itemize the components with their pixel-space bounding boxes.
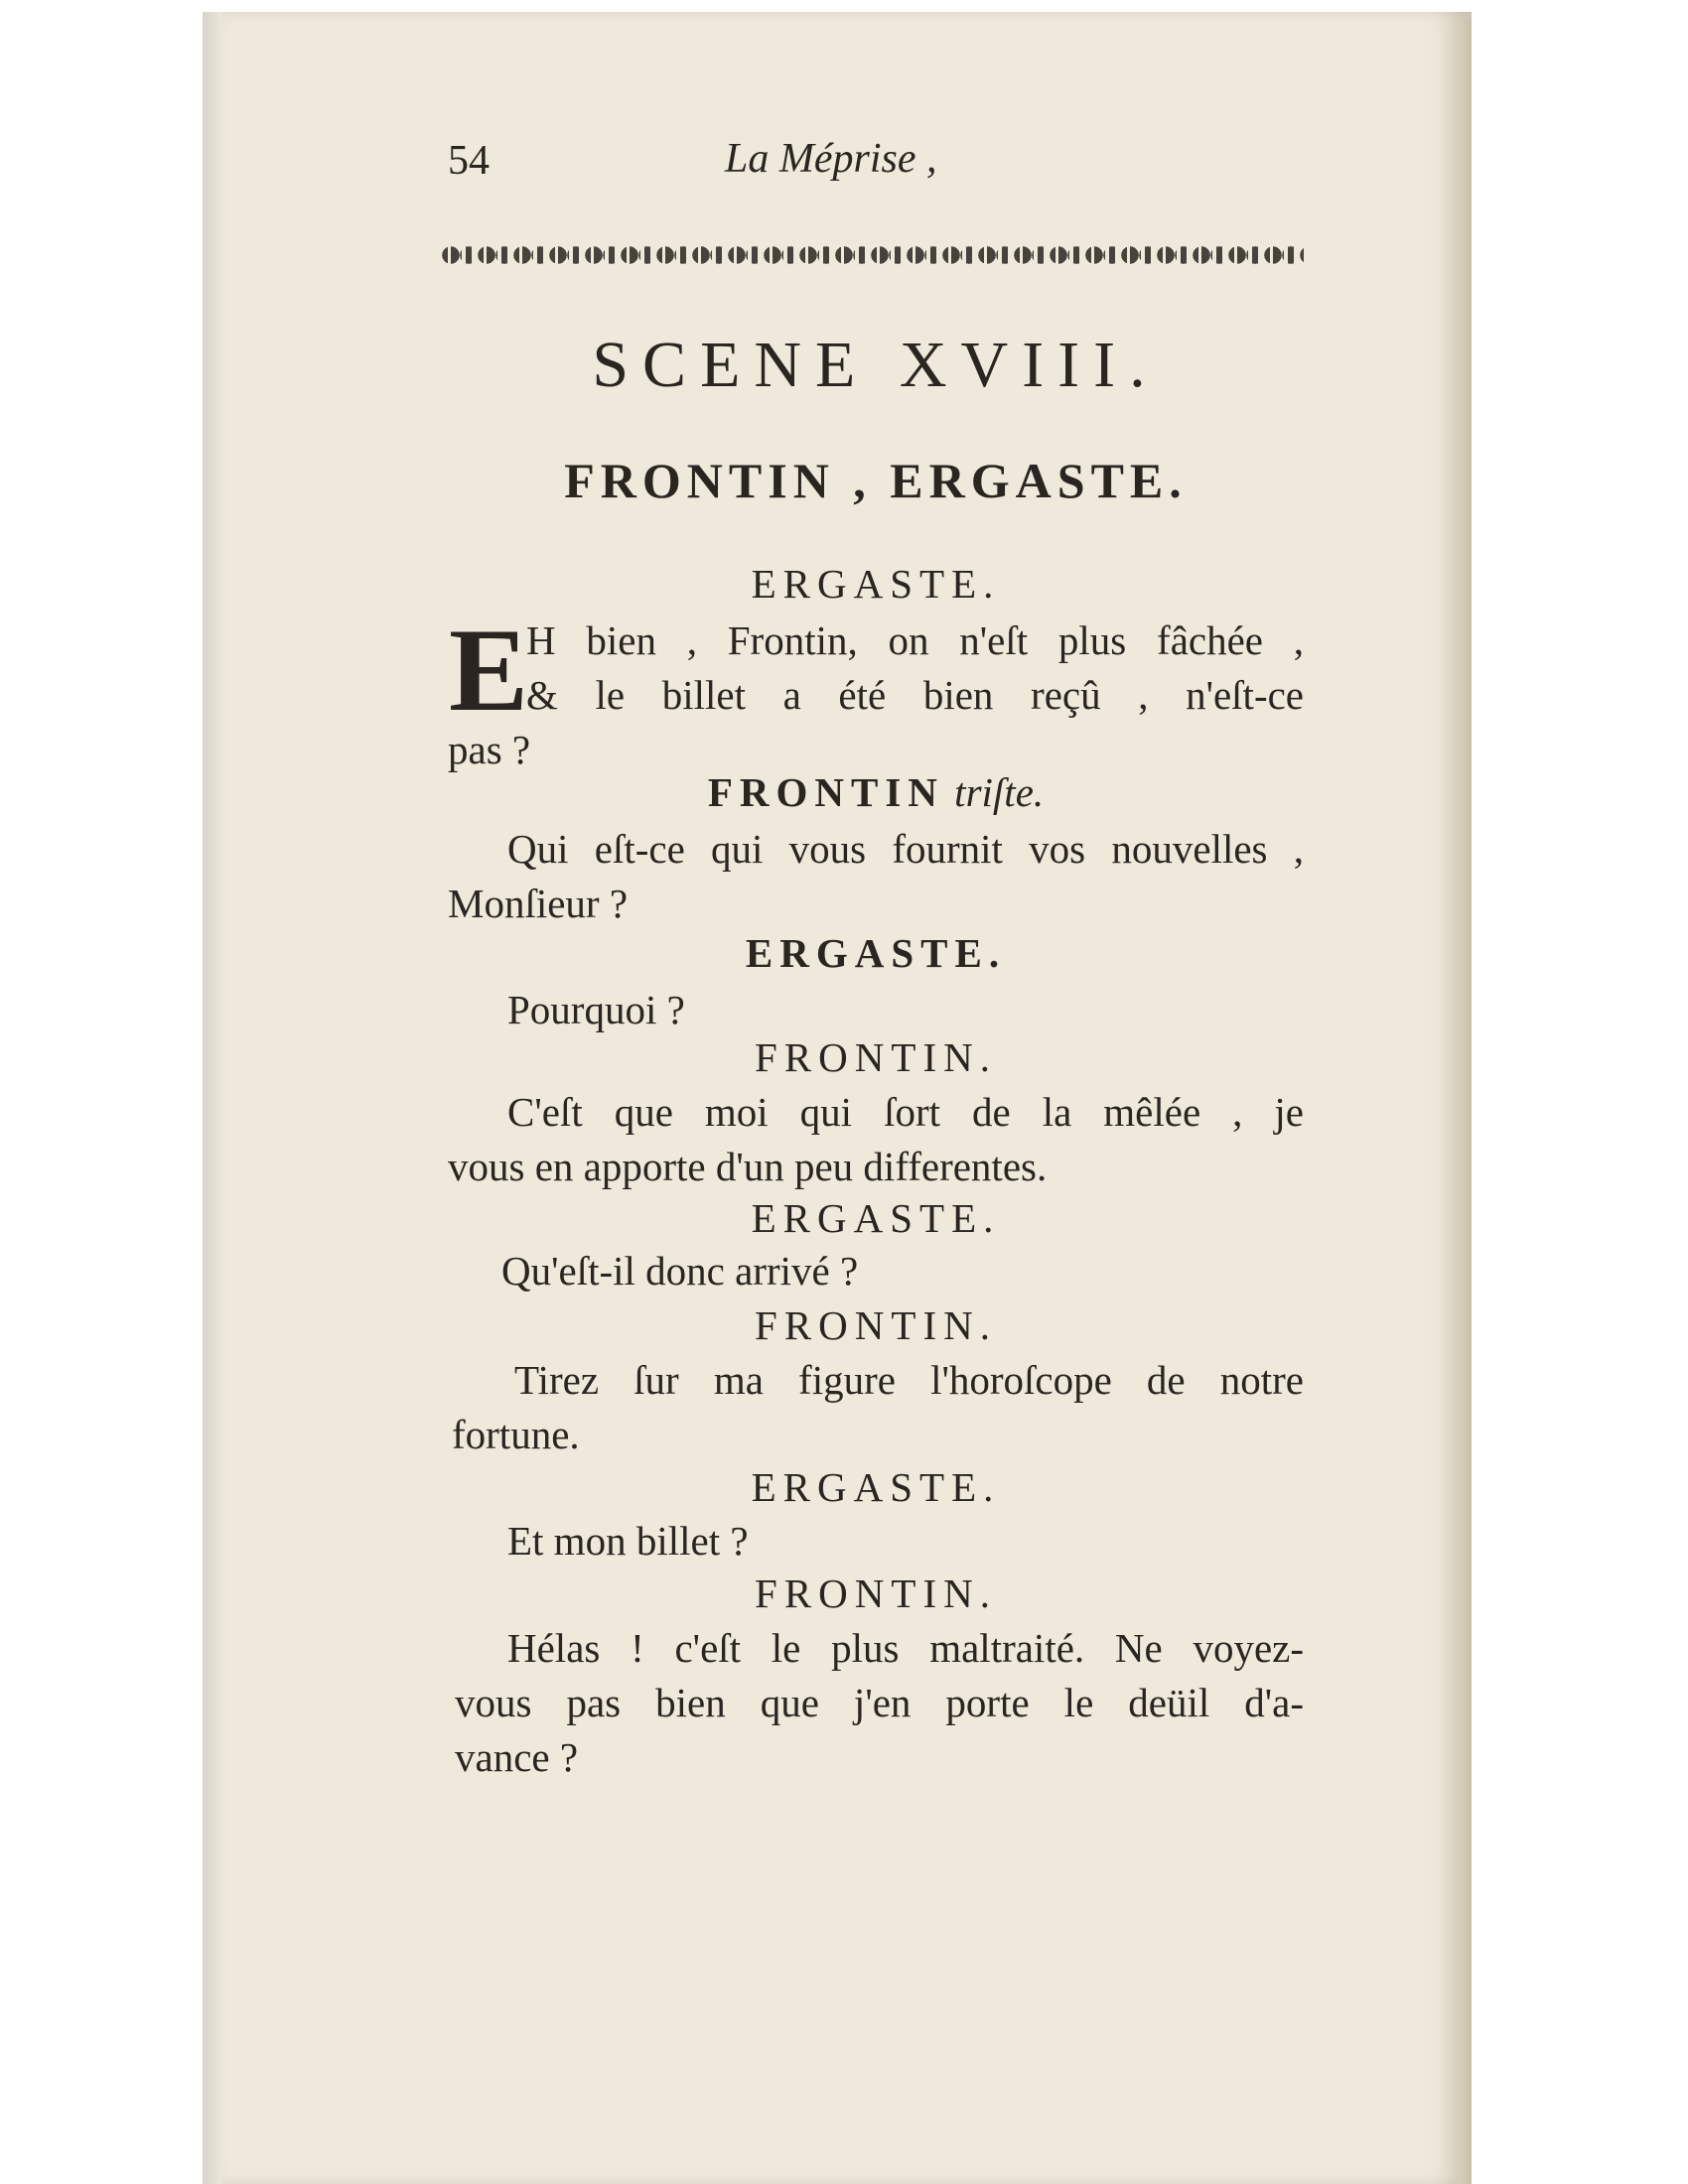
- scene-title: SCENE XVIII.: [592, 329, 1160, 401]
- dialogue-line: Qui eſt-ce qui vous fournit vos nouvelles ,: [507, 826, 1304, 872]
- speaker-label: ERGASTE.: [751, 1195, 1001, 1241]
- dialogue-line: fortune.: [452, 1412, 580, 1457]
- stage-direction: triſte.: [954, 769, 1045, 815]
- dialogue-line: vous pas bien que j'en porte le deüil d'a-: [455, 1680, 1304, 1725]
- scene-characters: FRONTIN , ERGASTE.: [564, 453, 1188, 508]
- dialogue-line: vance ?: [455, 1734, 579, 1780]
- dialogue-line: Monſieur ?: [448, 881, 629, 926]
- page-edge: [1458, 20, 1472, 2184]
- dialogue-line: Et mon billet ?: [507, 1518, 749, 1564]
- speaker-label: FRONTIN: [707, 769, 944, 815]
- speaker-label: FRONTIN.: [755, 1302, 997, 1348]
- drop-cap: E: [449, 604, 529, 736]
- speaker-label: FRONTIN.: [755, 1570, 997, 1616]
- dialogue-line: Pourquoi ?: [507, 987, 685, 1032]
- page-gutter: [203, 12, 222, 2184]
- speaker-label: ERGASTE.: [745, 930, 1007, 976]
- dialogue-line: Hélas ! c'eſt le plus maltraité. Ne voyez-: [507, 1625, 1304, 1671]
- speaker-label: FRONTIN.: [755, 1034, 997, 1080]
- running-title: La Méprise ,: [725, 136, 937, 182]
- dialogue-line: & le billet a été bien reçû , n'eſt-ce: [526, 672, 1304, 718]
- dialogue-line: pas ?: [448, 727, 531, 772]
- speaker-label: ERGASTE.: [751, 561, 1001, 607]
- dialogue-line: Qu'eſt-il donc arrivé ?: [501, 1248, 859, 1294]
- dialogue-line: H bien , Frontin, on n'eſt plus fâchée ,: [526, 617, 1304, 663]
- dialogue-line: vous en apporte d'un peu differentes.: [448, 1144, 1048, 1189]
- ornament-divider: [442, 242, 1304, 268]
- dialogue-line: C'eſt que moi qui ſort de la mêlée , je: [507, 1089, 1304, 1135]
- dialogue-line: Tirez ſur ma figure l'horoſcope de notre: [514, 1357, 1304, 1403]
- speaker-label: ERGASTE.: [751, 1464, 1001, 1510]
- page-number: 54: [448, 138, 490, 184]
